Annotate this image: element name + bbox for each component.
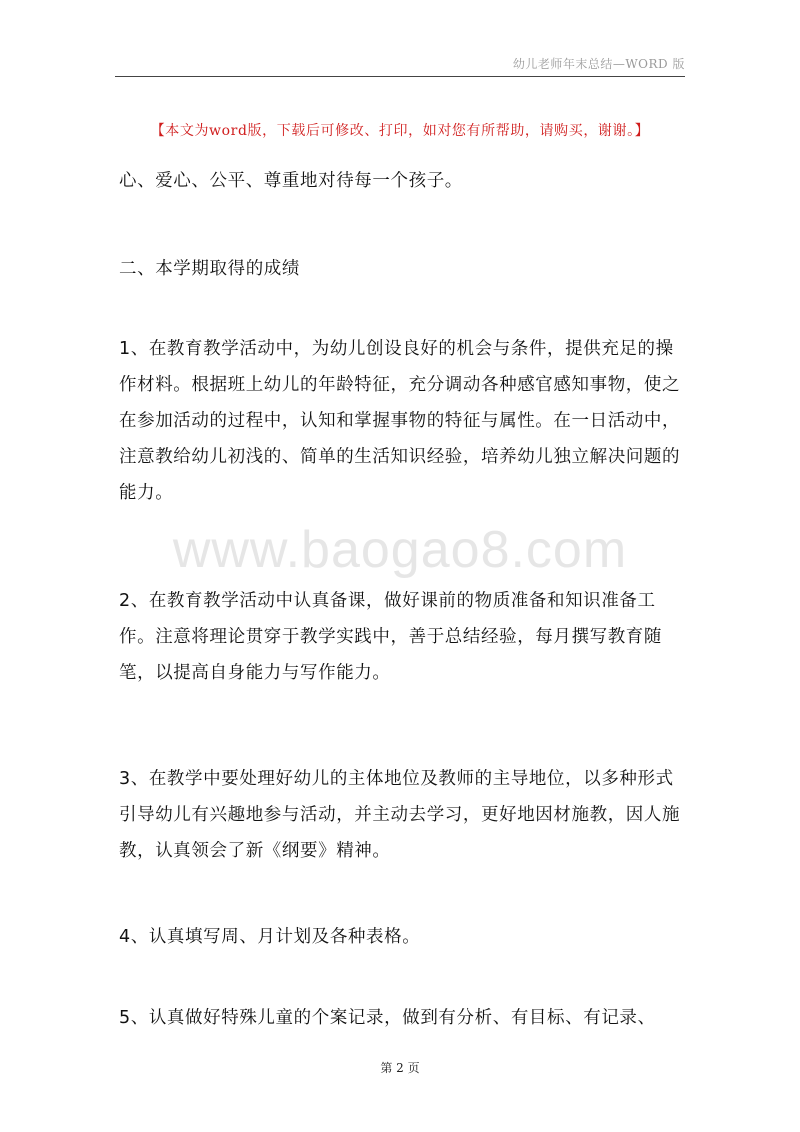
header-divider xyxy=(115,76,685,77)
paragraph-item-4: 4、认真填写周、月计划及各种表格。 xyxy=(119,927,421,947)
purchase-notice: 【本文为word版，下载后可修改、打印，如对您有所帮助，请购买，谢谢。】 xyxy=(150,123,650,139)
page-number: 第 2 页 xyxy=(380,1061,420,1075)
header-title: 幼儿老师年末总结—WORD 版 xyxy=(512,57,685,71)
paragraph-item-2: 2、在教育教学活动中认真备课，做好课前的物质准备和知识准备工作。注意将理论贯穿于教学实践中，善于总结经验，每月撰写教育随笔，以提高自身能力与写作能力。 xyxy=(119,591,662,683)
paragraph-item-1: 1、在教育教学活动中，为幼儿创设良好的机会与条件，提供充足的操作材料。根据班上幼儿的年龄特征，充分调动各种感官感知事物，使之在参加活动的过程中，认知和掌握事物的特征与属性。在一日活动中，注意教给幼儿初浅的、简单的生活知识经验，培养幼儿独立解决问题的能力。 xyxy=(119,339,681,503)
paragraph-continuation: 心、爱心、公平、尊重地对待每一个孩子。 xyxy=(119,171,463,191)
paragraph-item-5: 5、认真做好特殊儿童的个案记录，做到有分析、有目标、有记录、 xyxy=(119,1008,656,1028)
watermark: www.baogao8.com xyxy=(172,521,628,579)
section-heading: 二、本学期取得的成绩 xyxy=(119,259,300,279)
paragraph-item-3: 3、在教学中要处理好幼儿的主体地位及教师的主导地位，以多种形式引导幼儿有兴趣地参与活动，并主动去学习，更好地因材施教，因人施教，认真领会了新《纲要》精神。 xyxy=(119,769,681,861)
